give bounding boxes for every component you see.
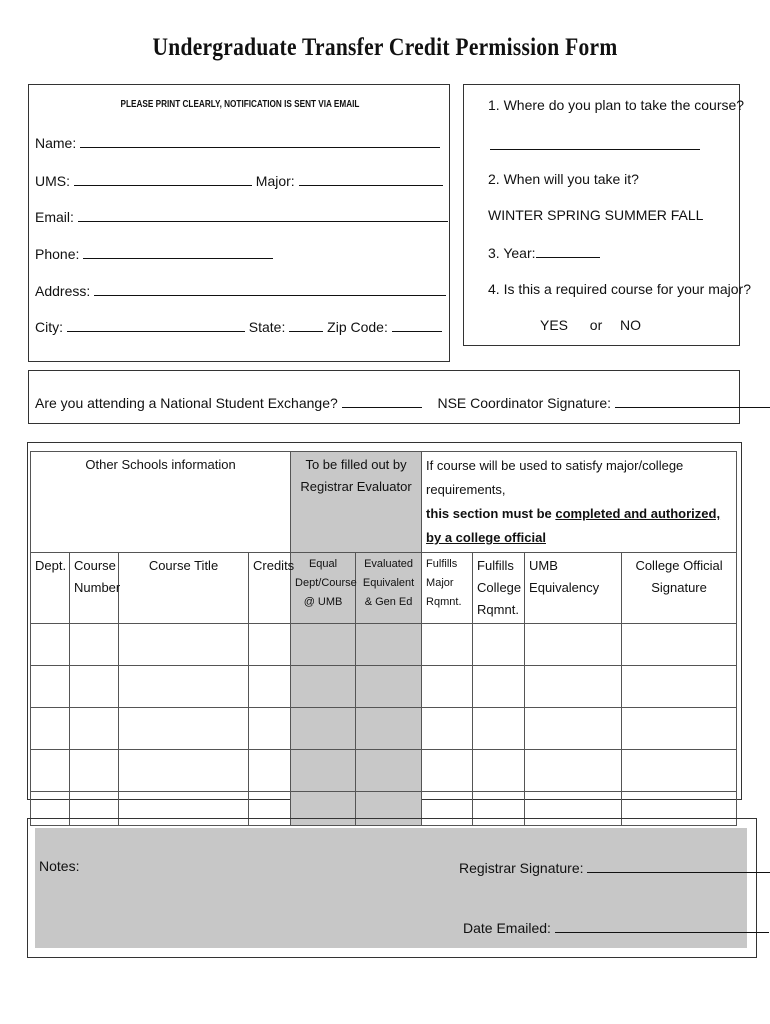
- no-option[interactable]: NO: [620, 317, 642, 333]
- question-year: 3. Year:: [488, 245, 536, 261]
- table-cell[interactable]: [31, 708, 70, 750]
- table-cell[interactable]: [249, 624, 291, 666]
- exchange-row: [35, 393, 770, 411]
- city-field[interactable]: [67, 317, 245, 332]
- table-cell[interactable]: [525, 708, 622, 750]
- term-options[interactable]: WINTER SPRING SUMMER FALL: [488, 207, 704, 223]
- form-title: Undergraduate Transfer Credit Permission Form: [152, 34, 618, 61]
- col-equal-dept: Equal Dept/Course @ UMB: [291, 553, 356, 624]
- table-cell[interactable]: [119, 708, 249, 750]
- phone-label: Phone:: [35, 246, 80, 262]
- student-info-box: [28, 84, 450, 362]
- table-cell[interactable]: [356, 624, 422, 666]
- yes-no-row: [540, 317, 641, 333]
- major-label: Major:: [255, 173, 295, 189]
- email-label: Email:: [35, 209, 74, 225]
- col-official-signature: College Official Signature: [622, 553, 737, 624]
- print-notice: PLEASE PRINT CLEARLY, NOTIFICATION IS SENT VIA EMAIL: [120, 99, 360, 110]
- col-umb-equivalency: UMB Equivalency: [525, 553, 622, 624]
- course-questions-box: [463, 84, 752, 346]
- table-cell[interactable]: [70, 666, 119, 708]
- ums-major-row: [35, 171, 443, 189]
- table-cell[interactable]: [291, 624, 356, 666]
- college-header-line3: completed and authorized, by a college official: [426, 506, 721, 545]
- col-course-number: Course Number: [70, 553, 119, 624]
- exchange-box: [28, 370, 740, 424]
- email-field[interactable]: [78, 207, 448, 222]
- nse-question: Are you attending a National Student Exchange?: [35, 395, 338, 411]
- registrar-signature-row: [459, 858, 770, 876]
- name-field[interactable]: [80, 133, 440, 148]
- table-cell[interactable]: [31, 624, 70, 666]
- date-emailed-label: Date Emailed:: [463, 920, 551, 936]
- column-header-row: [31, 553, 737, 624]
- city-label: City:: [35, 319, 63, 335]
- notes-panel: [35, 828, 747, 948]
- notes-label: Notes:: [39, 858, 80, 874]
- table-cell[interactable]: [31, 750, 70, 792]
- table-cell[interactable]: [356, 750, 422, 792]
- address-label: Address:: [35, 283, 91, 299]
- yes-option[interactable]: YES: [540, 317, 569, 333]
- year-field[interactable]: [536, 243, 600, 258]
- table-cell[interactable]: [70, 750, 119, 792]
- table-cell[interactable]: [473, 708, 525, 750]
- question-when: 2. When will you take it?: [488, 171, 639, 187]
- table-cell[interactable]: [70, 708, 119, 750]
- registrar-signature-label: Registrar Signature:: [459, 860, 584, 876]
- address-row: [35, 281, 446, 299]
- col-course-title: Course Title: [119, 553, 249, 624]
- table-cell[interactable]: [422, 666, 473, 708]
- name-row: [35, 133, 440, 151]
- registrar-header: To be filled out by Registrar Evaluator: [291, 452, 422, 553]
- or-text: or: [589, 317, 603, 333]
- table-cell[interactable]: [473, 624, 525, 666]
- ums-field[interactable]: [74, 171, 252, 186]
- email-row: [35, 207, 448, 225]
- col-fulfills-college: Fulfills College Rqmnt.: [473, 553, 525, 624]
- college-header-line1: If course will be used to satisfy major/college requirements,: [426, 458, 684, 497]
- state-field[interactable]: [289, 317, 323, 332]
- where-field[interactable]: [490, 135, 700, 150]
- ums-label: UMS:: [35, 173, 70, 189]
- table-cell[interactable]: [622, 666, 737, 708]
- table-row: [31, 750, 737, 792]
- table-cell[interactable]: [422, 624, 473, 666]
- phone-field[interactable]: [83, 244, 273, 259]
- table-cell[interactable]: [622, 624, 737, 666]
- table-cell[interactable]: [473, 666, 525, 708]
- course-table: [30, 451, 737, 826]
- table-cell[interactable]: [249, 708, 291, 750]
- college-header: [422, 452, 737, 553]
- table-cell[interactable]: [291, 666, 356, 708]
- city-state-zip-row: [35, 317, 442, 335]
- table-cell[interactable]: [119, 750, 249, 792]
- table-cell[interactable]: [249, 666, 291, 708]
- col-fulfills-major: Fulfills Major Rqmnt.: [422, 553, 473, 624]
- table-cell[interactable]: [525, 624, 622, 666]
- col-dept: Dept.: [31, 553, 70, 624]
- table-cell[interactable]: [70, 624, 119, 666]
- nse-answer-field[interactable]: [342, 393, 422, 408]
- address-field[interactable]: [94, 281, 446, 296]
- name-label: Name:: [35, 135, 77, 151]
- zip-field[interactable]: [392, 317, 442, 332]
- table-cell[interactable]: [119, 624, 249, 666]
- zip-label: Zip Code:: [327, 319, 388, 335]
- col-evaluated: Evaluated Equivalent & Gen Ed: [356, 553, 422, 624]
- nse-signature-field[interactable]: [615, 393, 770, 408]
- table-row: [31, 666, 737, 708]
- major-field[interactable]: [299, 171, 443, 186]
- date-emailed-row: [463, 918, 769, 936]
- nse-signature-label: NSE Coordinator Signature:: [437, 395, 611, 411]
- state-label: State:: [248, 319, 286, 335]
- table-cell[interactable]: [31, 666, 70, 708]
- group-header-row: [31, 452, 737, 553]
- table-cell[interactable]: [356, 666, 422, 708]
- table-cell[interactable]: [525, 750, 622, 792]
- table-cell[interactable]: [291, 708, 356, 750]
- other-schools-header: Other Schools information: [31, 452, 291, 553]
- table-cell[interactable]: [525, 666, 622, 708]
- table-cell[interactable]: [422, 708, 473, 750]
- col-credits: Credits: [249, 553, 291, 624]
- table-cell[interactable]: [119, 666, 249, 708]
- registrar-signature-field[interactable]: [587, 858, 770, 873]
- table-cell[interactable]: [622, 708, 737, 750]
- table-cell[interactable]: [291, 750, 356, 792]
- table-row: [31, 624, 737, 666]
- table-cell[interactable]: [622, 750, 737, 792]
- table-cell[interactable]: [422, 750, 473, 792]
- date-emailed-field[interactable]: [555, 918, 769, 933]
- question-where: 1. Where do you plan to take the course?: [488, 97, 745, 113]
- question-required: 4. Is this a required course for your major?: [488, 281, 752, 297]
- college-header-line2: this section must be: [426, 506, 552, 521]
- table-cell[interactable]: [473, 750, 525, 792]
- table-cell[interactable]: [249, 750, 291, 792]
- year-row: [488, 243, 600, 261]
- table-cell[interactable]: [356, 708, 422, 750]
- phone-row: [35, 244, 273, 262]
- table-row: [31, 708, 737, 750]
